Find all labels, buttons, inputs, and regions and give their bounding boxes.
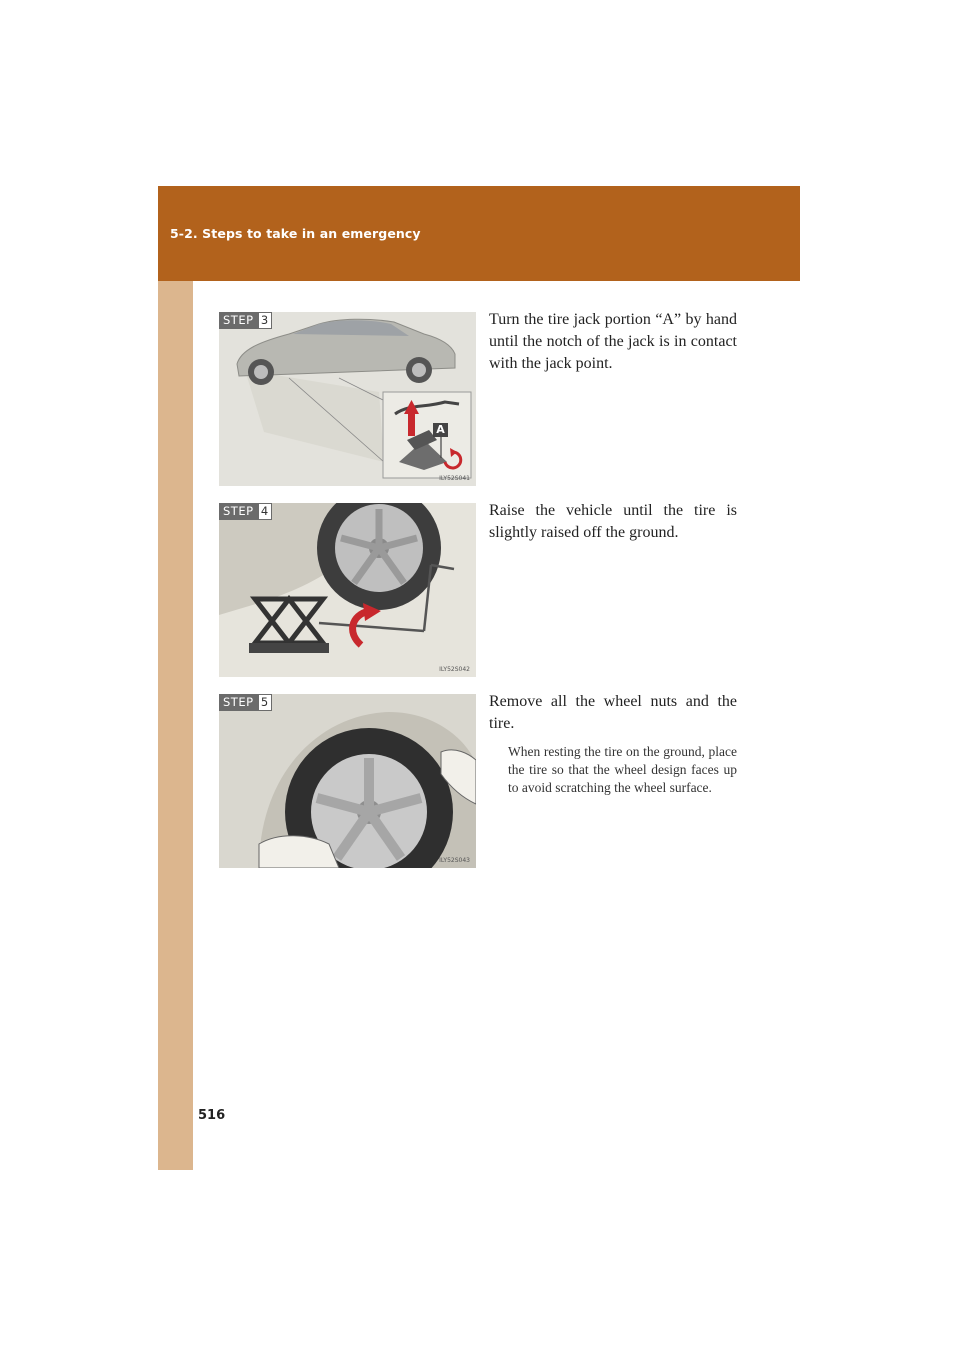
figure-step-5 [219,694,476,868]
jack-raising-illustration [219,503,476,677]
step-badge-number: 3 [258,312,272,329]
page-number: 516 [198,1108,226,1123]
step-badge-3 [219,312,272,329]
step-5-note: When resting the tire on the ground, place the tire so that the wheel design faces up to avoid scratching the wheel surface. [508,744,737,795]
side-strip [158,281,193,1170]
figure-code: ILY52S042 [439,666,470,673]
tire-removal-illustration [219,694,476,868]
header-band [158,186,800,281]
step-4-text: Raise the vehicle until the tire is slightly raised off the ground. [489,502,737,541]
step-3-text: Turn the tire jack portion “A” by hand until the notch of the jack is in contact with the jack point. [489,311,737,372]
step-badge-word: STEP [219,312,258,329]
figure-step-4 [219,503,476,677]
callout-label-a: A [436,423,445,436]
step-badge-number: 4 [258,503,272,520]
car-jack-point-illustration [219,312,476,486]
step-badge-4 [219,503,272,520]
figure-code: ILY52S043 [439,857,470,864]
figure-code: ILY52S041 [439,475,470,482]
figure-step-3 [219,312,476,486]
step-badge-number: 5 [258,694,272,711]
step-5-text: Remove all the wheel nuts and the tire. [489,693,737,732]
section-title: 5-2. Steps to take in an emergency [170,226,421,241]
step-badge-word: STEP [219,503,258,520]
step-badge-word: STEP [219,694,258,711]
step-badge-5 [219,694,272,711]
